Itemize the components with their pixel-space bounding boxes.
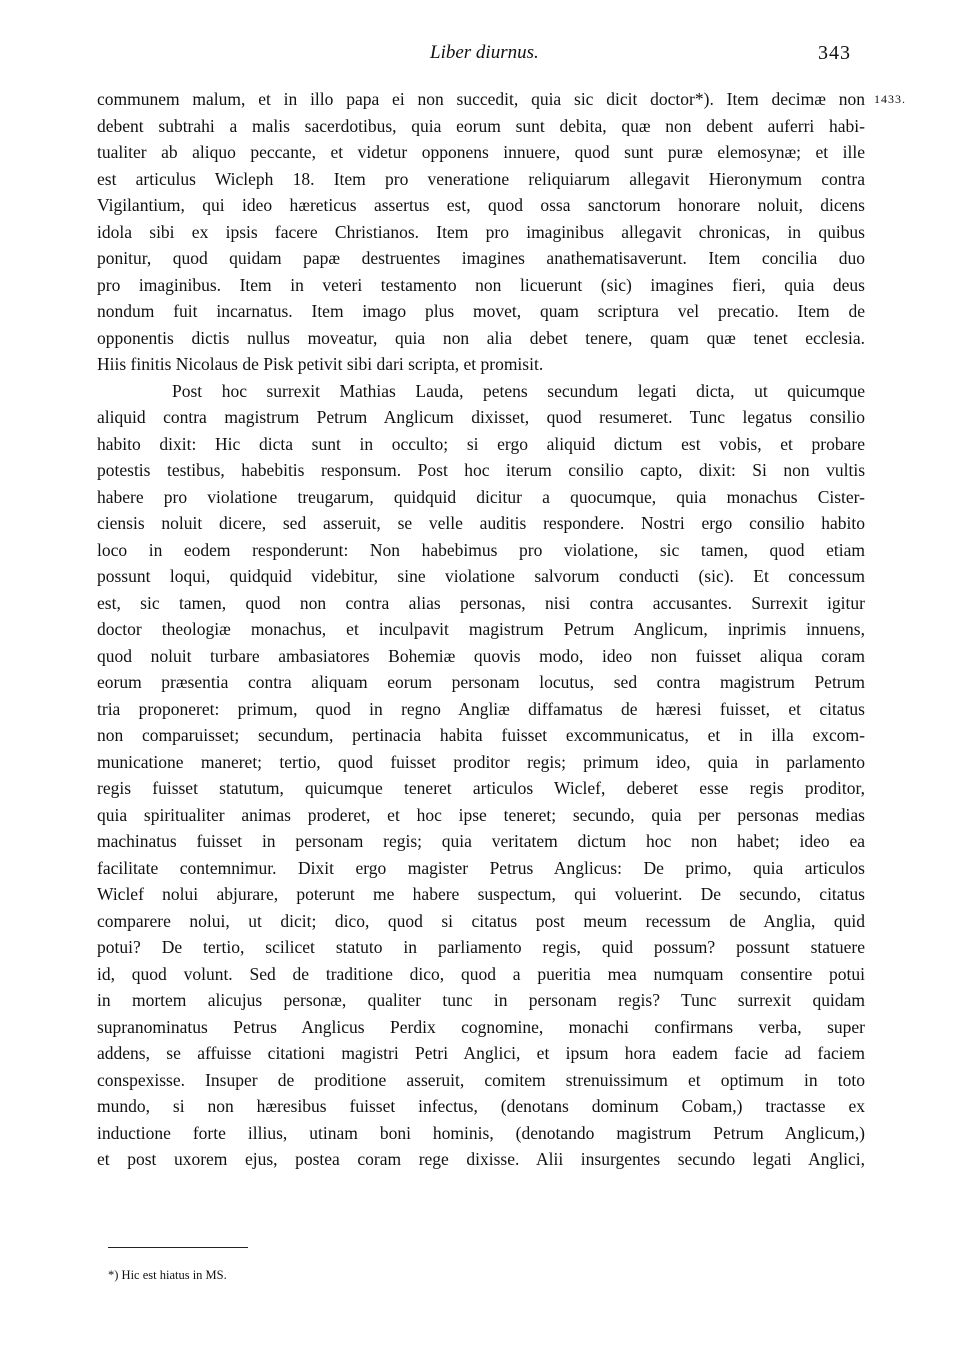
text-line: ponitur, quod quidam papæ destruentes imagines anathematisaverunt. Item concilia duo (97, 248, 865, 268)
text-line: facilitate contemnimur. Dixit ergo magister Petrus Anglicus: De primo, quia articulos (97, 857, 865, 878)
text-line: quia spiritualiter animas proderet, et hoc ipse teneret; secundo, quia per personas medias (97, 804, 865, 825)
footnote-divider (108, 1247, 248, 1248)
page-header (0, 42, 960, 72)
text-line: quod noluit turbare ambasiatores Bohemiæ quovis modo, ideo non fuisset aliqua coram (97, 645, 865, 666)
text-line: municatione maneret; tertio, quod fuisset proditor regis; primum ideo, quia in parlamento (97, 751, 865, 772)
text-line: habere pro violatione treugarum, quidquid dicitur a quocumque, quia monachus Cister- (97, 486, 865, 507)
text-line: idola sibi ex ipsis facere Christianos. Item pro imaginibus allegavit chronicas, in quibus (97, 221, 865, 242)
text-line: communem malum, et in illo papa ei non succedit, quia sic dicit doctor*). Item decimæ non (97, 89, 865, 109)
running-title: Liber diurnus. (430, 42, 539, 63)
text-line: addens, se affuisse citationi magistri Petri Anglici, et ipsum hora eadem facie ad faciem (97, 1043, 865, 1063)
text-line: inductione forte illius, utinam boni hominis, (denotando magistrum Petrum Anglicum,) (97, 1122, 865, 1143)
text-line: Wiclef nolui abjurare, poterunt me habere suspectum, qui voluerint. De secundo, citatus (97, 884, 865, 904)
text-line: pro imaginibus. Item in veteri testamento non licuerunt (sic) imagines fieri, quia deus (97, 274, 865, 295)
page-number: 343 (818, 42, 851, 64)
text-line: non comparuisset; secundum, pertinacia habita fuisset excommunicatus, et in illa excom- (97, 725, 865, 745)
text-line: est, sic tamen, quod non contra alias personas, nisi contra accusantes. Surrexit igitur (97, 592, 865, 613)
text-line: tualiter ab aliquo peccante, et videtur opponens innuere, quod sunt puræ elemosynæ; et ille (97, 142, 865, 162)
text-line: potui? De tertio, scilicet statuto in parliamento regis, quid possum? possunt statuere (97, 937, 865, 957)
text-line: ciensis noluit dicere, sed asseruit, se velle auditis respondere. Nostri ergo consilio habito (97, 513, 865, 533)
text-line: comparere nolui, ut dicit; dico, quod si citatus post meum recessum de Anglia, quid (97, 910, 865, 931)
text-line: potestis testibus, habebitis responsum. Post hoc iterum consilio capto, dixit: Si non vultis (97, 460, 865, 480)
text-line: est articulus Wicleph 18. Item pro veneratione reliquiarum allegavit Hieronymum contra (97, 168, 865, 189)
text-line: Hiis finitis Nicolaus de Pisk petivit sibi dari scripta, et promisit. (97, 354, 544, 374)
text-line: habito dixit: Hic dicta sunt in occulto; si ergo aliquid dictum est vobis, et probare (97, 433, 865, 454)
text-line: debent subtrahi a malis sacerdotibus, quia eorum sunt debita, quæ non debent auferri habi- (97, 115, 865, 136)
text-line: et post uxorem ejus, postea coram rege dixisse. Alii insurgentes secundo legati Anglici, (97, 1149, 865, 1169)
text-line: conspexisse. Insuper de proditione asseruit, comitem strenuissimum et optimum in toto (97, 1069, 865, 1090)
text-line: Vigilantium, qui ideo hæreticus assertus est, quod ossa sanctorum honorare noluit, dicens (97, 195, 865, 215)
text-line: supranominatus Petrus Anglicus Perdix cognomine, monachi confirmans verba, super (97, 1016, 865, 1037)
text-line: tria proponeret: primum, quod in regno Angliæ diffamatus de hæresi fuisset, et citatus (97, 698, 865, 719)
footnote: *) Hic est hiatus in MS. (108, 1268, 227, 1282)
margin-year-note: 1433. (874, 92, 906, 106)
paragraph-first-line: Post hoc surrexit Mathias Lauda, petens secundum legati dicta, ut quicumque (172, 380, 865, 401)
text-line: possunt loqui, quidquid videbitur, sine violatione salvorum conducti (sic). Et concessum (97, 566, 865, 586)
text-line: nondum fuit incarnatus. Item imago plus movet, quam scriptura vel precatio. Item de (97, 301, 865, 321)
text-line: aliquid contra magistrum Petrum Anglicum dixisset, quod resumeret. Tunc legatus consilio (97, 407, 865, 427)
text-line: eorum præsentia contra aliquam eorum personam locutus, sed contra magistrum Petrum (97, 672, 865, 692)
text-line: in mortem alicujus personæ, qualiter tunc in personam regis? Tunc surrexit quidam (97, 990, 865, 1010)
text-line: regis fuisset statutum, quicumque teneret articulos Wiclef, deberet esse regis proditor, (97, 778, 865, 798)
text-line: doctor theologiæ monachus, et inculpavit magistrum Petrum Anglicum, inprimis innuens, (97, 619, 865, 639)
text-line: machinatus fuisset in personam regis; quia veritatem dictum hoc non habet; ideo ea (97, 831, 865, 851)
text-line: opponentis dictis nullus moveatur, quia non alia debet tenere, quam quæ tenet ecclesia. (97, 327, 865, 348)
text-line: loco in eodem responderunt: Non habebimus pro violatione, sic tamen, quod etiam (97, 539, 865, 560)
body-text (97, 86, 865, 1173)
text-line: id, quod volunt. Sed de traditione dico, quod a pueritia mea numquam consentire potui (97, 963, 865, 984)
text-line: mundo, si non hæresibus fuisset infectus, (denotans dominum Cobam,) tractasse ex (97, 1096, 865, 1116)
